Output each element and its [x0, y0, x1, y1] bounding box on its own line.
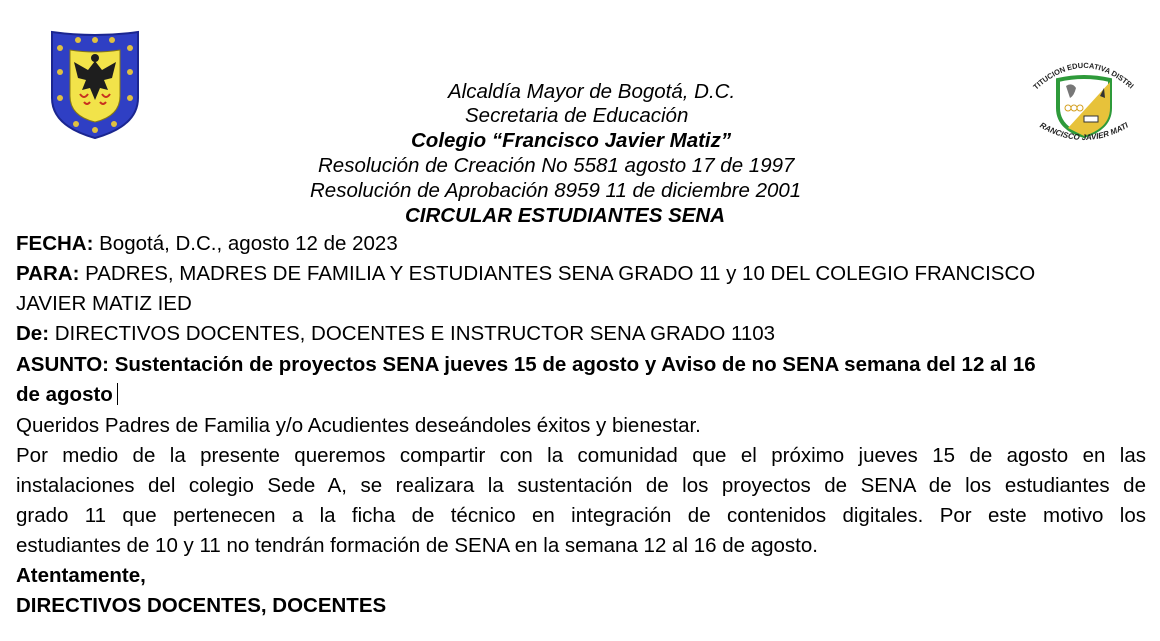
para-value-line2: JAVIER MATIZ IED	[16, 292, 192, 315]
text-cursor	[117, 383, 118, 405]
asunto-label: ASUNTO:	[16, 353, 110, 376]
paragraph-line-2: instalaciones del colegio Sede A, se realizara la sustentación de los proyectos de SENA de los estudiantes de	[16, 474, 1146, 497]
header-colegio: Colegio “Francisco Javier Matiz”	[411, 129, 732, 152]
closing: Atentamente,	[16, 564, 146, 587]
de-label: De:	[16, 322, 50, 345]
header-alcaldia: Alcaldía Mayor de Bogotá, D.C.	[448, 80, 736, 103]
header-resolucion-aprobacion: Resolución de Aprobación 8959 11 de diciembre 2001	[310, 179, 802, 202]
paragraph-line-4: estudiantes de 10 y 11 no tendrán formación de SENA en la semana 12 al 16 de agosto.	[16, 534, 818, 557]
para-label: PARA:	[16, 262, 80, 285]
coat-of-arms-icon	[48, 28, 142, 140]
header-circular-title: CIRCULAR ESTUDIANTES SENA	[405, 204, 726, 227]
de-value: DIRECTIVOS DOCENTES, DOCENTES E INSTRUCTOR SENA GRADO 1103	[54, 322, 776, 345]
asunto-line2: de agosto	[16, 383, 113, 406]
para-value-line1: PADRES, MADRES DE FAMILIA Y ESTUDIANTES SENA GRADO 11 y 10 DEL COLEGIO FRANCISCO	[85, 262, 1036, 285]
header-secretaria: Secretaria de Educación	[465, 104, 689, 127]
fecha-value: Bogotá, D.C., agosto 12 de 2023	[93, 232, 398, 255]
asunto-line2-wrap	[16, 383, 118, 407]
greeting: Queridos Padres de Familia y/o Acudientes deseándoles éxitos y bienestar.	[16, 414, 701, 437]
school-shield-logo	[1028, 50, 1140, 150]
shield-top-text: TITUCION EDUCATIVA DISTRI	[1031, 60, 1136, 92]
shield-bottom-text: RANCISCO JAVIER MATI	[1038, 120, 1130, 143]
de-field	[16, 322, 775, 346]
paragraph-line-1: Por medio de la presente queremos compartir con la comunidad que el próximo jueves 15 de agosto en las	[16, 444, 1146, 467]
paragraph-line-3: grado 11 que pertenecen a la ficha de técnico en integración de contenidos digitales. Por este motivo los	[16, 504, 1146, 527]
asunto-field	[16, 353, 1036, 377]
asunto-line1: Sustentación de proyectos SENA jueves 15 de agosto y Aviso de no SENA semana del 12 al 16	[114, 353, 1036, 376]
signature: DIRECTIVOS DOCENTES, DOCENTES	[16, 594, 387, 617]
bogota-coat-of-arms-logo	[48, 28, 142, 140]
header-resolucion-creacion: Resolución de Creación No 5581 agosto 17 de 1997	[318, 154, 795, 177]
para-field	[16, 262, 1035, 286]
fecha-field	[16, 232, 398, 256]
school-shield-icon	[1028, 50, 1140, 150]
fecha-label: FECHA:	[16, 232, 94, 255]
